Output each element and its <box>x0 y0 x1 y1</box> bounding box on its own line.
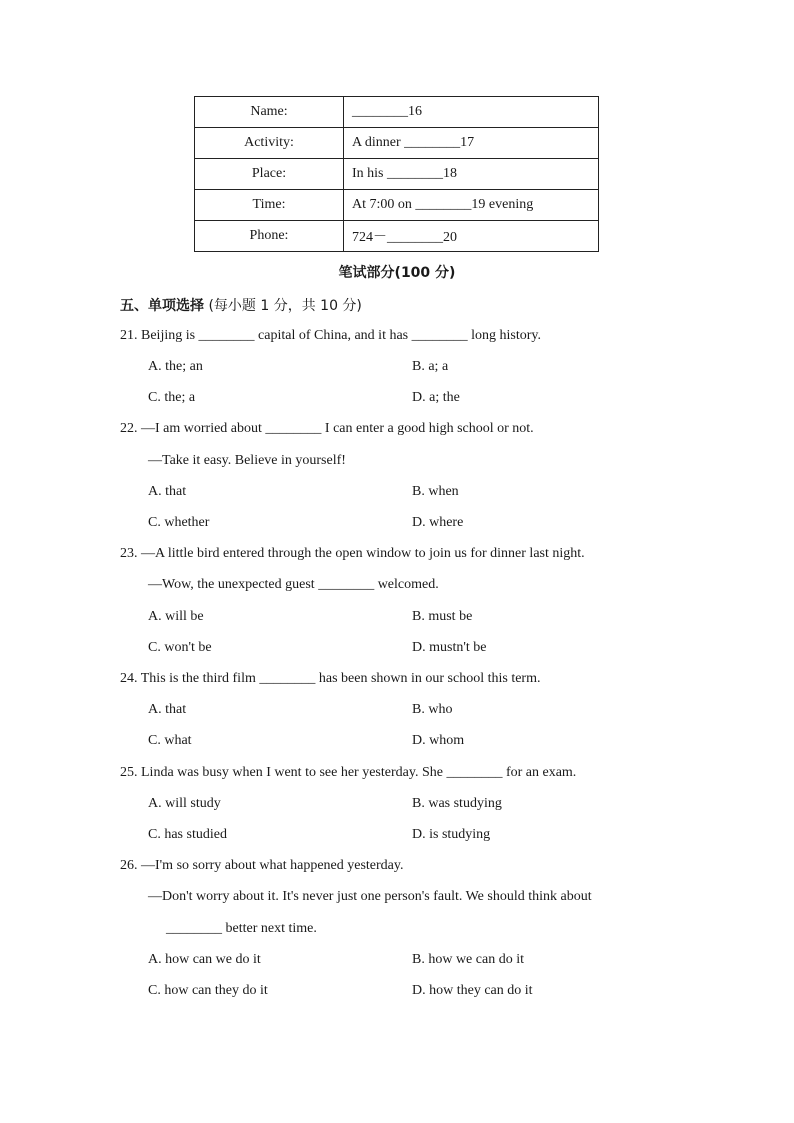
table-row <box>195 221 599 252</box>
option-25-d: D. is studying <box>412 827 491 842</box>
table-row <box>195 190 599 221</box>
part-heading-note: (每小题 1 分，共 10 分) <box>208 298 362 314</box>
option-25-a: A. will study <box>148 796 221 811</box>
question-26-reply-cont: ________ better next time. <box>166 921 317 936</box>
option-23-b: B. must be <box>412 609 473 624</box>
row-value: A dinner ________17 <box>344 128 599 159</box>
option-26-b: B. how we can do it <box>412 952 524 967</box>
table-row <box>195 128 599 159</box>
question-stem-22: 22. —I am worried about ________ I can enter a good high school or not. <box>120 421 534 436</box>
option-24-a: A. that <box>148 702 187 717</box>
option-26-c: C. how can they do it <box>148 983 268 998</box>
option-21-d: D. a; the <box>412 390 460 405</box>
option-24-b: B. who <box>412 702 453 717</box>
question-stem-25: 25. Linda was busy when I went to see her yesterday. She ________ for an exam. <box>120 765 577 780</box>
option-21-c: C. the; a <box>148 390 196 405</box>
option-23-d: D. mustn't be <box>412 640 487 655</box>
table-row <box>195 159 599 190</box>
question-23-reply: —Wow, the unexpected guest ________ welcomed. <box>148 577 439 592</box>
option-22-a: A. that <box>148 484 187 499</box>
part-heading-title: 五、单项选择 <box>120 298 204 314</box>
row-label: Name: <box>195 97 344 128</box>
option-26-d: D. how they can do it <box>412 983 533 998</box>
row-label: Place: <box>195 159 344 190</box>
option-25-b: B. was studying <box>412 796 502 811</box>
row-value: ________16 <box>344 97 599 128</box>
question-22-reply: —Take it easy. Believe in yourself! <box>148 453 346 468</box>
row-label: Phone: <box>195 221 344 252</box>
option-21-b: B. a; a <box>412 359 449 374</box>
question-stem-24: 24. This is the third film ________ has been shown in our school this term. <box>120 671 541 686</box>
option-24-d: D. whom <box>412 733 465 748</box>
section-title: 笔试部分(100 分) <box>338 265 456 281</box>
row-label: Time: <box>195 190 344 221</box>
option-22-b: B. when <box>412 484 459 499</box>
option-22-c: C. whether <box>148 515 210 530</box>
option-21-a: A. the; an <box>148 359 203 374</box>
part-heading <box>120 295 362 315</box>
option-25-c: C. has studied <box>148 827 227 842</box>
question-stem-23: 23. —A little bird entered through the open window to join us for dinner last night. <box>120 546 585 561</box>
info-table <box>194 96 599 252</box>
question-stem-26: 26. —I'm so sorry about what happened yesterday. <box>120 858 404 873</box>
table-row <box>195 97 599 128</box>
option-26-a: A. how can we do it <box>148 952 261 967</box>
row-value: In his ________18 <box>344 159 599 190</box>
row-value: At 7:00 on ________19 evening <box>344 190 599 221</box>
option-23-a: A. will be <box>148 609 204 624</box>
row-value: 724－________20 <box>344 221 599 252</box>
option-24-c: C. what <box>148 733 192 748</box>
option-22-d: D. where <box>412 515 464 530</box>
row-label: Activity: <box>195 128 344 159</box>
option-23-c: C. won't be <box>148 640 212 655</box>
question-stem-21: 21. Beijing is ________ capital of China, and it has ________ long history. <box>120 328 541 343</box>
question-26-reply: —Don't worry about it. It's never just one person's fault. We should think about <box>148 889 592 904</box>
